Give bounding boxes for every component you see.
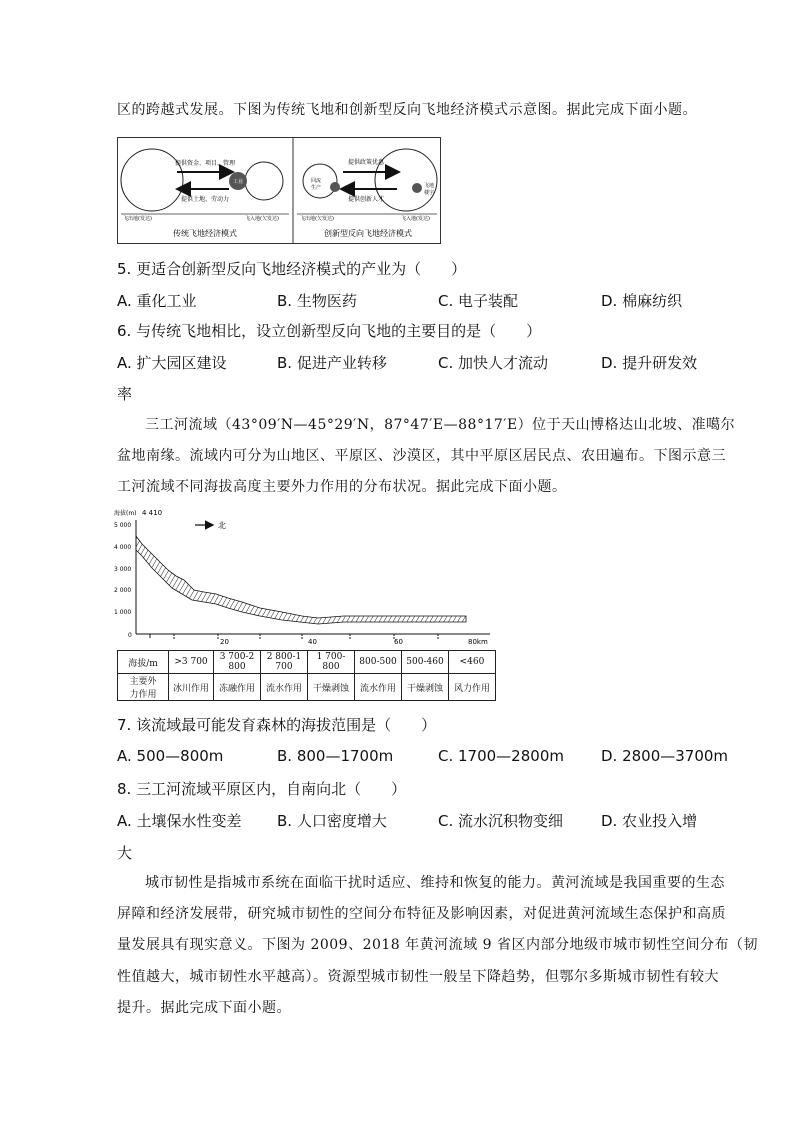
- y-tick-1000: 1 000: [114, 609, 132, 616]
- x-tick-40: 40: [308, 638, 317, 646]
- external-force-table: [117, 650, 496, 701]
- table-cell: 流水作用: [355, 674, 402, 701]
- table-cell: <460: [449, 651, 496, 674]
- innovative-enclave-panel: [297, 149, 437, 238]
- target-label: 飞入地(欠发达): [245, 216, 279, 222]
- q8-stem: 8. 三工河流域平原区内，自南向北（ ）: [117, 780, 407, 798]
- intro-text-2-line-1: 三工河流域（43°09′N—45°29′N，87°47′E—88°17′E）位于天山博格达山北坡、准噶尔: [145, 417, 736, 433]
- intro-text-3-line-4: 性值越大，城市韧性水平越高）。资源型城市韧性一般呈下降趋势，但鄂尔多斯城市韧性有较大: [117, 969, 719, 985]
- q6-option-a[interactable]: A. 扩大园区建设: [117, 354, 227, 372]
- table-cell: 干燥剥蚀: [308, 674, 355, 701]
- table-cell: 风力作用: [449, 674, 496, 701]
- y-tick-5000: 5 000: [114, 522, 132, 529]
- policy-label: 提供政策优惠: [348, 159, 385, 166]
- q8-option-d[interactable]: D. 农业投入增: [601, 812, 698, 830]
- q6-option-d[interactable]: D. 提升研发效: [601, 354, 698, 372]
- q5-option-d[interactable]: D. 棉麻纺织: [601, 292, 683, 310]
- q8-option-c[interactable]: C. 流水沉积物变细: [438, 812, 564, 830]
- q6-option-b[interactable]: B. 促进产业转移: [277, 354, 387, 372]
- intro-text-1: 区的跨越式发展。下图为传统飞地和创新型反向飞地经济模式示意图。据此完成下面小题。: [117, 102, 697, 118]
- peak-label: 4 410: [142, 509, 163, 517]
- q7-option-d[interactable]: D. 2800—3700m: [601, 747, 729, 765]
- q5-stem: 5. 更适合创新型反向飞地经济模式的产业为（ ）: [117, 260, 467, 278]
- table-cell: 2 800-1 700: [261, 651, 308, 674]
- x-tick-20: 20: [220, 638, 229, 646]
- intro-text-3-line-3: 量发展具有现实意义。下图为 2009、2018 年黄河流域 9 省区内部分地级市城市韧性空间分布（韧: [117, 937, 758, 953]
- source-label-right: 飞出地(欠发达): [300, 216, 334, 222]
- table-cell: 冻融作用: [214, 674, 261, 701]
- q8-option-b[interactable]: B. 人口密度增大: [277, 812, 387, 830]
- table-cell: 干燥剥蚀: [402, 674, 449, 701]
- traditional-enclave-panel: [121, 149, 289, 238]
- q5-option-b[interactable]: B. 生物医药: [277, 292, 357, 310]
- q7-option-c[interactable]: C. 1700—2800m: [438, 747, 564, 765]
- q5-option-c[interactable]: C. 电子装配: [438, 292, 519, 310]
- q6-stem: 6. 与传统飞地相比，设立创新型反向飞地的主要目的是（ ）: [117, 322, 542, 340]
- intro-text-2-line-3: 工河流域不同海拔高度主要外力作用的分布状况。据此完成下面小题。: [117, 479, 567, 495]
- table-cell: 500-460: [402, 651, 449, 674]
- q6-option-d-wrap: 率: [117, 385, 133, 403]
- y-tick-4000: 4 000: [114, 544, 132, 551]
- arrow-top-label: 提供资金、项目、管理: [175, 160, 236, 167]
- x-tick-60: 60: [394, 638, 403, 646]
- y-tick-2000: 2 000: [114, 587, 132, 594]
- table-cell: 800-500: [355, 651, 402, 674]
- intro-text-3-line-1: 城市韧性是指城市系统在面临干扰时适应、维持和恢复的能力。黄河流域是我国重要的生态: [145, 875, 725, 891]
- q6-option-c[interactable]: C. 加快人才流动: [438, 354, 549, 372]
- x-tick-80: 80km: [468, 638, 488, 646]
- table-cell: 3 700-2 800: [214, 651, 261, 674]
- industry-label: 工业: [232, 179, 244, 185]
- table-row: [118, 674, 496, 701]
- q5-option-a[interactable]: A. 重化工业: [117, 292, 197, 310]
- altitude-profile-figure: [112, 508, 492, 648]
- terrain-profile: [136, 536, 466, 624]
- source-label: 飞出地(发达): [123, 216, 152, 222]
- intro-text-2-line-2: 盆地南缘。流域内可分为山地区、平原区、沙漠区，其中平原区居民点、农田遍布。下图示意三: [117, 448, 726, 464]
- table-cell: 流水作用: [261, 674, 308, 701]
- caption-innovative: 创新型反向飞地经济模式: [324, 229, 412, 238]
- table-cell: 海拔/m: [118, 651, 169, 674]
- north-label: 北: [218, 521, 226, 530]
- table-row-header: 主要外 力作用: [118, 674, 169, 701]
- table-row: [118, 651, 496, 674]
- intro-text-3-line-5: 提升。据此完成下面小题。: [117, 1000, 291, 1016]
- table-cell: >3 700: [169, 651, 214, 674]
- intro-text-3-line-2: 屏障和经济发展带，研究城市韧性的空间分布特征及影响因素，对促进黄河流域生态保护和高质: [117, 906, 726, 922]
- talent-label: 提供创新人才: [348, 196, 385, 203]
- table-cell: 冰川作用: [169, 674, 214, 701]
- production-label: 生产: [311, 185, 322, 191]
- table-cell: 1 700-800: [308, 651, 355, 674]
- enclave-label: 飞地: [424, 183, 435, 189]
- q7-option-a[interactable]: A. 500—800m: [117, 747, 224, 765]
- q8-option-d-wrap: 大: [117, 844, 133, 862]
- caption-traditional: 传统飞地经济模式: [173, 229, 237, 238]
- y-tick-3000: 3 000: [114, 566, 132, 573]
- target-label-right: 飞入地(发达): [401, 216, 430, 222]
- reflow-label: 回流: [311, 178, 322, 184]
- q7-option-b[interactable]: B. 800—1700m: [277, 747, 394, 765]
- y-axis-label: 海拔(m): [114, 510, 137, 517]
- building-label: 楼宇: [424, 190, 435, 196]
- q7-stem: 7. 该流域最可能发育森林的海拔范围是（ ）: [117, 716, 437, 734]
- arrow-bottom-label: 提供土地、劳动力: [181, 196, 230, 203]
- q8-option-a[interactable]: A. 土壤保水性变差: [117, 812, 242, 830]
- y-tick-0: 0: [128, 632, 132, 639]
- enclave-diagram: [117, 137, 441, 244]
